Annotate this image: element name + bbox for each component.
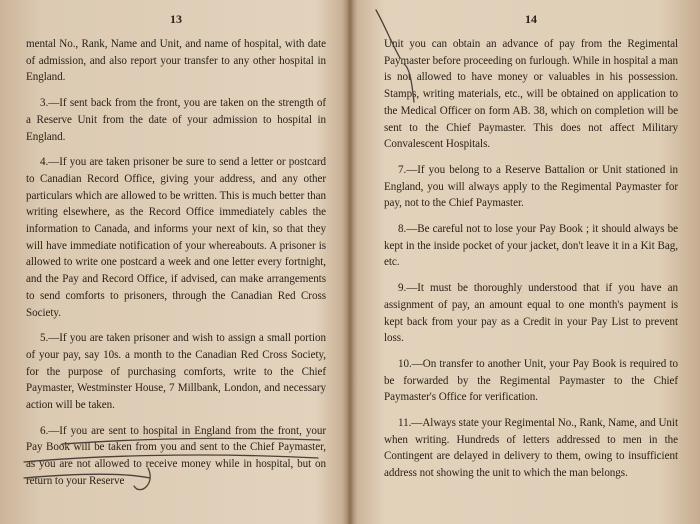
paragraph-4: 4.—If you are taken prisoner be sure to send a letter or postcard to Canadian Record Office, giving your address, and any other particulars which are allowed to be written. This is much better than writing elsewhere, as the Record Office immediately cables the information to Canada, and informs your next of kin, so that they will have immediate notification of your whereabouts. A prisoner is allowed to write one postcard a week and one letter every fortnight, and the Pay and Record Office, if advised, can make arrangements to send comforts to prisoners, through the Canadian Red Cross Society.	[26, 156, 326, 319]
paragraph-11: 11.—Always state your Regimental No., Rank, Name, and Unit when writing. Hundreds of letters addressed to men in the Contingent are delayed in delivery to them, owing to insufficient address not showing the unit to which the man belongs.	[384, 417, 678, 480]
paragraph-5: 5.—If you are taken prisoner and wish to assign a small portion of your pay, say 10s. a month to the Canadian Red Cross Society, for the purpose of purchasing comforts, write to the Chief Paymaster, Westminster House, 7 Millbank, London, and necessary action will be taken.	[26, 332, 326, 412]
paragraph-10: 10.—On transfer to another Unit, your Pay Book is required to be forwarded by the Regimental Paymaster to the Chief Paymaster's Office for verification.	[384, 357, 678, 404]
paragraph-8: 8.—Be careful not to lose your Pay Book ; it should always be kept in the inside pocket of your jacket, don't leave it in a Kit Bag, etc.	[384, 223, 678, 269]
paragraph-3: 3.—If sent back from the front, you are taken on the strength of a Reserve Unit from the date of your admission to hospital in England.	[26, 97, 326, 143]
page-number: 14	[525, 12, 537, 26]
page-number: 13	[170, 12, 182, 26]
book-gutter-shadow	[342, 0, 358, 524]
paragraph-continuation: mental No., Rank, Name and Unit, and name of hospital, with date of admission, and also report your transfer to any other hospital in England.	[26, 38, 326, 84]
paragraph-6: 6.—If you are sent to hospital in England from the front, your Pay Book will be taken from you and sent to the Chief Paymaster, as you are not allowed to receive money while in hospital, but on return to your Reserve	[26, 424, 326, 487]
paragraph-continuation: Unit you can obtain an advance of pay from the Regimental Paymaster before proceeding on furlough. While in hospital a man is not allowed to have money or valuables in his possession. Stamps, writing materials, etc., will be obtained on application to the Medical Officer on form AB. 38, which on completion will be sent to the Chief Paymaster. This does not affect Military Convalescent Hospitals.	[384, 38, 678, 151]
paragraph-9: 9.—It must be thoroughly understood that if you have an assignment of pay, an amount equal to one month's payment is kept back from your pay as a Credit in your Pay List to prevent loss.	[384, 282, 678, 345]
right-page	[350, 0, 700, 524]
paragraph-7: 7.—If you belong to a Reserve Battalion or Unit stationed in England, you will always apply to the Regimental Paymaster for pay, not to the Chief Paymaster.	[384, 163, 678, 210]
